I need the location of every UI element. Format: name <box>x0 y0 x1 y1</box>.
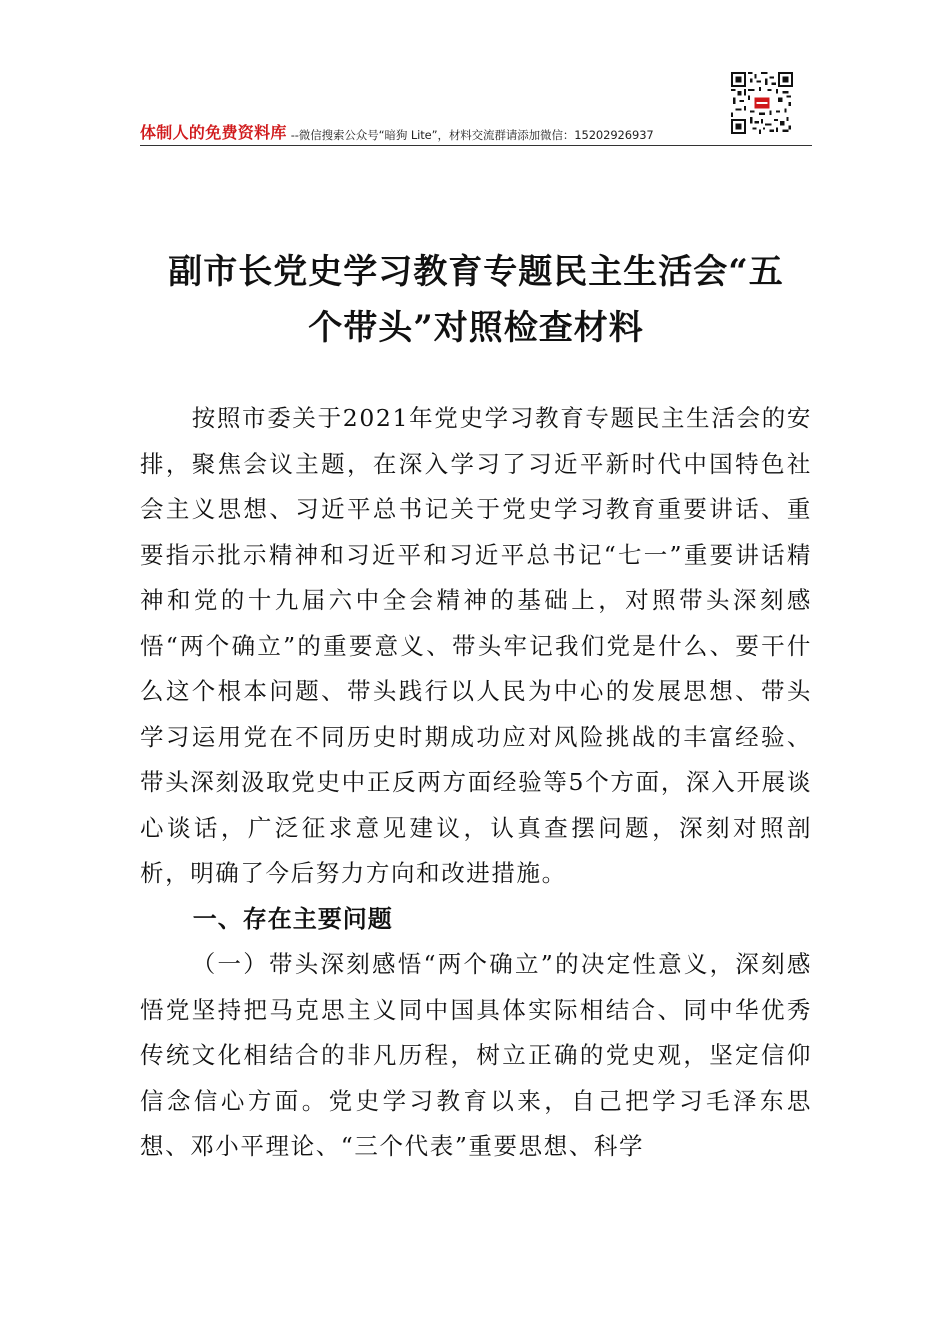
intro-paragraph: 按照市委关于2021年党史学习教育专题民主生活会的安排，聚焦会议主题，在深入学习了习近平新时代中国特色社会主义思想、习近平总书记关于党史学习教育重要讲话、重要指示批示精神和习近平和习近平总书记“七一”重要讲话精神和党的十九届六中全会精神的基础上，对照带头深刻感悟“两个确立”的重要意义、带头牢记我们党是什么、要干什么这个根本问题、带头践行以人民为中心的发展思想、带头学习运用党在不同历史时期成功应对风险挑战的丰富经验、带头深刻汲取党史中正反两方面经验等5个方面，深入开展谈心谈话，广泛征求意见建议，认真查摆问题，深刻对照剖析，明确了今后努力方向和改进措施。 <box>140 404 812 887</box>
qr-code-icon <box>731 72 793 134</box>
title-line-2: 个带头”对照检查材料 <box>308 308 644 348</box>
document-body <box>140 396 812 1170</box>
header-note: --微信搜索公众号“暗狗 Lite”，材料交流群请添加微信：15202926937 <box>290 128 654 142</box>
section-1-paragraph-1: （一）带头深刻感悟“两个确立”的决定性意义，深刻感悟党坚持把马克思主义同中国具体实际相结合、同中华优秀传统文化相结合的非凡历程，树立正确的党史观，坚定信仰信念信心方面。党史学习教育以来，自己把学习毛泽东思想、邓小平理论、“三个代表”重要思想、科学 <box>140 950 812 1160</box>
page-header <box>140 118 812 146</box>
document-title <box>140 244 812 356</box>
header-brand: 体制人的免费资料库 <box>140 123 287 142</box>
title-line-1: 副市长党史学习教育专题民主生活会“五 <box>168 252 784 292</box>
section-heading-1: 一、存在主要问题 <box>192 904 393 933</box>
